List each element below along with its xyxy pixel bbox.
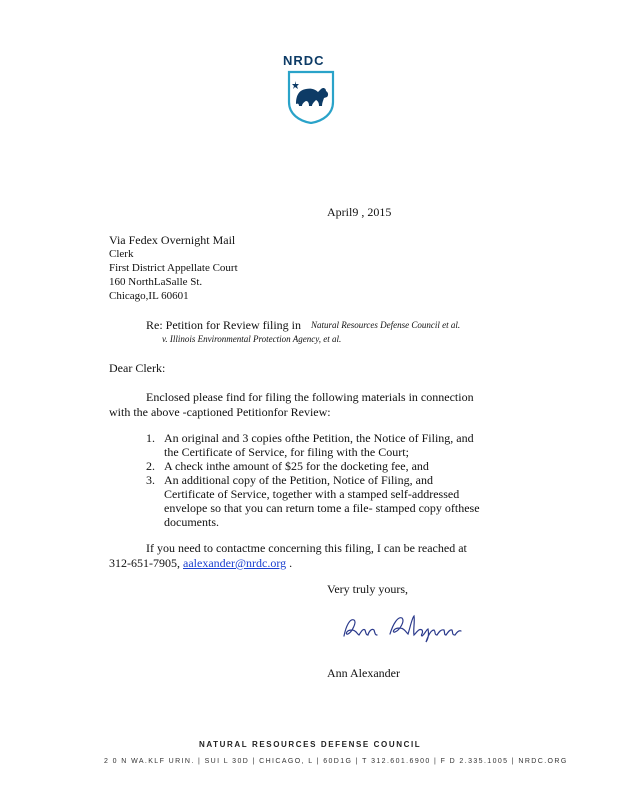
- case-name-line2: v. Illinois Environmental Protection Agency, et al.: [162, 334, 342, 344]
- complimentary-close: Very truly yours,: [327, 582, 408, 596]
- recipient-city: Chicago,IL 60601: [109, 290, 189, 302]
- list-item-number: 1.: [146, 431, 155, 445]
- case-name-line1: Natural Resources Defense Council et al.: [311, 320, 461, 330]
- list-item-number: 2.: [146, 459, 155, 473]
- list-item-line: An original and 3 copies ofthe Petition, the Notice of Filing, and: [164, 431, 474, 445]
- list-item-line: documents.: [164, 515, 219, 529]
- delivery-method: Via Fedex Overnight Mail: [109, 233, 236, 247]
- list-item-line: An additional copy of the Petition, Notice of Filing, and: [164, 473, 433, 487]
- footer-address: 2 0 N WA.KLF URIN. | SUI L 30D | CHICAGO, L | 60D1G | T 312.601.6900 | F D 2.335.1005 | NRDC.ORG: [104, 758, 568, 765]
- salutation: Dear Clerk:: [109, 361, 166, 375]
- email-suffix: .: [289, 556, 293, 570]
- contact-line-2: [109, 556, 292, 571]
- email-link[interactable]: aalexander@nrdc.org: [183, 556, 287, 570]
- intro-line-2: with the above -captioned Petitionfor Review:: [109, 405, 331, 419]
- polar-bear-shield-icon: [286, 70, 336, 124]
- signer-name: Ann Alexander: [327, 666, 400, 680]
- phone-number: 312-651-7905,: [109, 556, 180, 570]
- recipient-name: Clerk: [109, 248, 134, 260]
- footer-org-name: NATURAL RESOURCES DEFENSE COUNCIL: [199, 740, 422, 749]
- list-item-line: envelope so that you can return tome a file- stamped copy ofthese: [164, 501, 480, 515]
- re-label: Re: Petition for Review filing in: [146, 318, 301, 332]
- contact-line-1: If you need to contactme concerning this filing, I can be reached at: [146, 541, 467, 555]
- recipient-court: First District Appellate Court: [109, 262, 238, 274]
- list-item-line: A check inthe amount of $25 for the docketing fee, and: [164, 459, 429, 473]
- intro-line-1: Enclosed please find for filing the following materials in connection: [146, 390, 474, 404]
- list-item-line: the Certificate of Service, for filing with the Court;: [164, 445, 409, 459]
- letter-date: April9 , 2015: [327, 205, 392, 219]
- recipient-street: 160 NorthLaSalle St.: [109, 276, 203, 288]
- logo-wordmark: NRDC: [283, 53, 325, 68]
- list-item-line: Certificate of Service, together with a stamped self-addressed: [164, 487, 460, 501]
- signature: [340, 608, 470, 644]
- list-item-number: 3.: [146, 473, 155, 487]
